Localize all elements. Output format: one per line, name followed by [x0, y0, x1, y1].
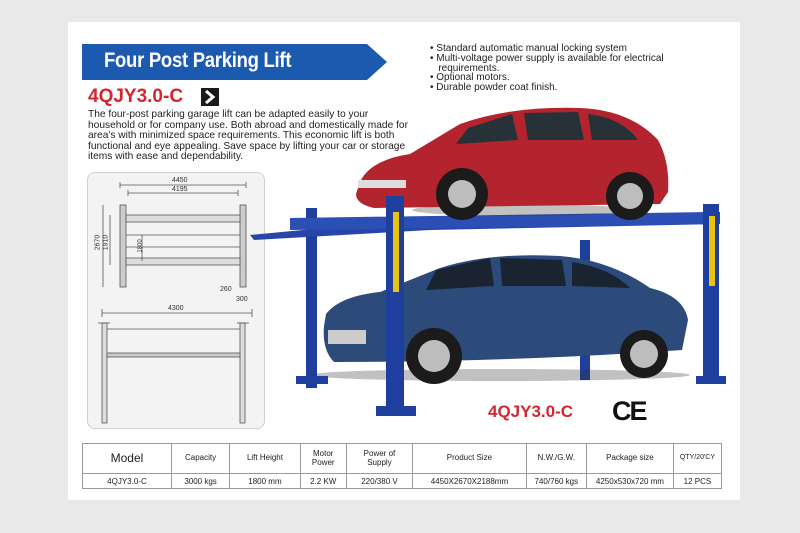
- feature-item: • Optional motors.: [430, 72, 510, 84]
- feature-list: [430, 44, 730, 93]
- table-cell: 4250x530x720 mm: [586, 474, 673, 489]
- table-header-cell: QTY/20'CY: [673, 444, 721, 474]
- dimension-diagram: [87, 172, 265, 429]
- product-photo: [250, 100, 730, 420]
- dim-col-width: 300: [236, 296, 248, 303]
- table-header-cell: Motor Power: [300, 444, 346, 474]
- table-header-cell: Package size: [586, 444, 673, 474]
- product-description: The four-post parking garage lift can be adapted easily to your household or for company use. Both abroad and domestically made for area's with minimized space requirements. This economic lift is both functional and eye appealing. Save space by lifting your car or storage items with ease and dependability.: [88, 109, 408, 163]
- dim-height-total: 2670: [94, 234, 102, 251]
- table-header-cell: Product Size: [413, 444, 526, 474]
- dim-length: 4300: [168, 305, 184, 312]
- feature-item: • Standard automatic manual locking system: [430, 43, 627, 54]
- table-header-cell: Power of Supply: [346, 444, 412, 474]
- spec-table: [82, 443, 722, 489]
- feature-item: • Multi-voltage power supply is available for electrical: [430, 52, 664, 64]
- table-header-cell: Model: [83, 444, 172, 474]
- lift-illustration: [250, 100, 730, 420]
- table-cell: 1800 mm: [230, 474, 301, 489]
- feature-item: • Durable powder coat finish.: [430, 82, 558, 94]
- page-title: Four Post Parking Lift: [104, 49, 292, 72]
- table-header-row: [83, 444, 722, 474]
- table-cell: 740/760 kgs: [526, 474, 586, 489]
- photo-model-label: 4QJY3.0-C: [488, 402, 574, 421]
- title-banner: [82, 44, 387, 80]
- table-header-cell: Capacity: [171, 444, 229, 474]
- table-cell: 3000 kgs: [171, 474, 229, 489]
- dim-col-offset: 260: [220, 286, 232, 293]
- dim-height-inner: 1910: [102, 234, 110, 251]
- table-cell: 2.2 KW: [300, 474, 346, 489]
- model-number: 4QJY3.0-C: [88, 86, 184, 107]
- chevron-right-icon: [201, 88, 219, 106]
- table-cell: 12 PCS: [673, 474, 721, 489]
- table-cell: 220/380 V: [346, 474, 412, 489]
- dim-overall-width: 4450: [172, 177, 188, 184]
- ce-mark-logo: CE: [612, 396, 646, 426]
- table-header-cell: N.W./G.W.: [526, 444, 586, 474]
- table-cell: 4450X2670X2188mm: [413, 474, 526, 489]
- table-cell: 4QJY3.0-C: [83, 474, 172, 489]
- feature-item: requirements.: [430, 62, 500, 74]
- table-row: [83, 474, 722, 489]
- dim-inner-width: 4195: [172, 186, 188, 193]
- dim-height-deck: 1800: [137, 239, 144, 253]
- table-header-cell: Lift Height: [230, 444, 301, 474]
